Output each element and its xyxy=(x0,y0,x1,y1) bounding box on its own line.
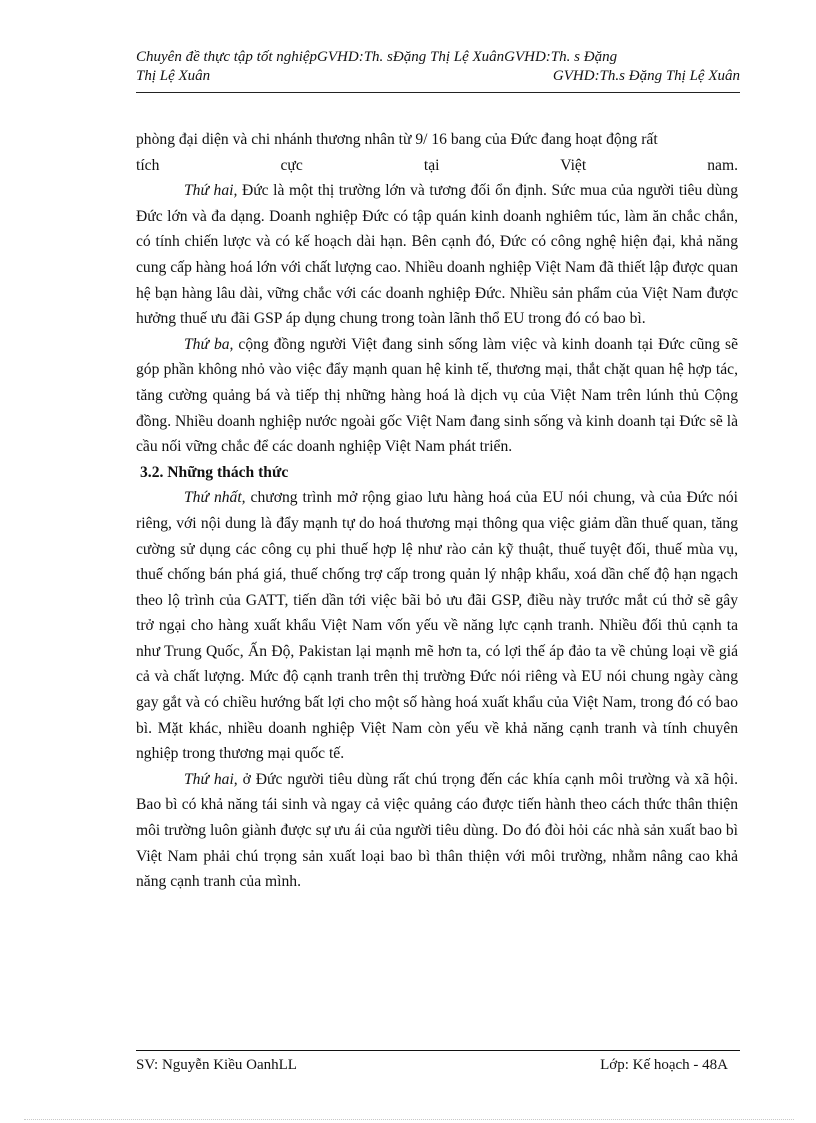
paragraph-third-advantage xyxy=(136,332,738,460)
document-body xyxy=(136,127,738,895)
paragraph-second-challenge xyxy=(136,767,738,895)
paragraph-lead: Thứ hai, xyxy=(184,182,238,200)
paragraph-lead: Thứ hai, xyxy=(184,770,238,788)
header-line-1: Chuyên đề thực tập tốt nghiệpGVHD:Th. sĐặng Thị Lệ XuânGVHD:Th. s Đặng xyxy=(136,49,618,65)
header-advisor-label: GVHD:Th.s Đặng Thị Lệ Xuân xyxy=(552,68,740,84)
paragraph-text: cộng đồng người Việt đang sinh sống làm việc và kinh doanh tại Đức cũng sẽ góp phần không nhỏ vào việc đẩy mạnh quan hệ kinh tế, thương mại, thắt chặt quan hệ hợp tác, tăng cường quảng bá và tiếp thị những hàng hoá là dịch vụ của Việt Nam trên lúnh thủ Cộng đồng. Nhiều doanh nghiệp nước ngoài gốc Việt Nam đang sinh sống và kinh doanh tại Đức sẽ là cầu nối vững chắc để các doanh nghiệp Việt Nam phát triển. xyxy=(136,335,738,456)
paragraph-first-challenge xyxy=(136,485,738,767)
footer-student: SV: Nguyễn Kiều OanhLL xyxy=(136,1057,297,1073)
paragraph-line: phòng đại diện và chi nhánh thương nhân từ 9/ 16 bang của Đức đang hoạt động rất xyxy=(136,131,658,148)
footer-divider xyxy=(136,1050,740,1051)
paragraph-text: chương trình mở rộng giao lưu hàng hoá của EU nói chung, và của Đức nói riêng, với nội dung là đẩy mạnh tự do hoá thương mại thông qua việc giảm dần thuế quan, tăng cường sử dụng các công cụ phi thuế hợp lệ như rào cản kỹ thuật, thuế tuyệt đối, thuế mùa vụ, thuế chống bán phá giá, thuế chống trợ cấp trong quản lý nhập khẩu, xoá dần chế độ hạn ngạch theo lộ trình của GATT, tiến dần tới việc bãi bỏ ưu đãi GSP, điều này trước mắt cú thở sẽ gây trở ngại cho hàng xuất khẩu Việt Nam vốn yếu về năng lực cạnh tranh. Nhiều đối thủ cạnh ta như Trung Quốc, Ấn Độ, Pakistan lại mạnh mẽ hơn ta, có lợi thế áp đảo ta về chủng loại về giá cả và chất lượng. Mức độ cạnh tranh trên thị trường Đức nói riêng và EU nói chung ngày càng gay gắt và có chiều hướng bất lợi cho một số hàng hoá xuất khẩu của Việt Nam, trong đó có bao bì. Mặt khác, nhiều doanh nghiệp Việt Nam còn yếu về khả năng cạnh tranh và tính chuyên nghiệp trong thương mại quốc tế. xyxy=(136,489,739,763)
header-advisor-name: Thị Lệ Xuân xyxy=(136,68,211,84)
footer-class: Lớp: Kế hoạch - 48A xyxy=(600,1057,728,1073)
paragraph-continued xyxy=(136,127,738,153)
paragraph-second-advantage xyxy=(136,178,738,332)
header-line-2 xyxy=(136,67,740,86)
paragraph-text: Đức là một thị trường lớn và tương đối ổn định. Sức mua của người tiêu dùng Đức lớn và đa dạng. Doanh nghiệp Đức có tập quán kinh doanh nghiêm túc, làm ăn chắc chắn, có tính chiến lược và có kế hoạch dài hạn. Bên cạnh đó, Đức có công nghệ hiện đại, khả năng cung cấp hàng hoá lớn với chất lượng cao. Nhiều doanh nghiệp Việt Nam đã thiết lập được quan hệ bạn hàng lâu dài, vững chắc với các doanh nghiệp Đức. Nhiều sản phẩm của Việt Nam được hưởng thuế ưu đãi GSP áp dụng chung trong toàn lãnh thổ EU trong đó có bao bì. xyxy=(136,182,738,328)
page-footer xyxy=(136,1057,728,1074)
page-header xyxy=(136,48,740,93)
paragraph-text: ở Đức người tiêu dùng rất chú trọng đến các khía cạnh môi trường và xã hội. Bao bì có khả năng tái sinh và ngay cả việc quảng cáo được tiến hành theo cách thức thân thiện môi trường luôn giành được sự ưu ái của người tiêu dùng. Do đó đòi hỏi các nhà sản xuất bao bì Việt Nam phải chú trọng sản xuất loại bao bì thân thiện với môi trường, nhằm nâng cao khả năng cạnh tranh của mình. xyxy=(136,770,739,891)
page-edge-divider xyxy=(24,1119,794,1120)
paragraph-continued-end: tích cực tại Việt nam. xyxy=(136,156,738,174)
paragraph-lead: Thứ ba, xyxy=(184,335,234,353)
section-heading: 3.2. Những thách thức xyxy=(140,463,289,481)
paragraph-lead: Thứ nhất, xyxy=(184,489,246,507)
